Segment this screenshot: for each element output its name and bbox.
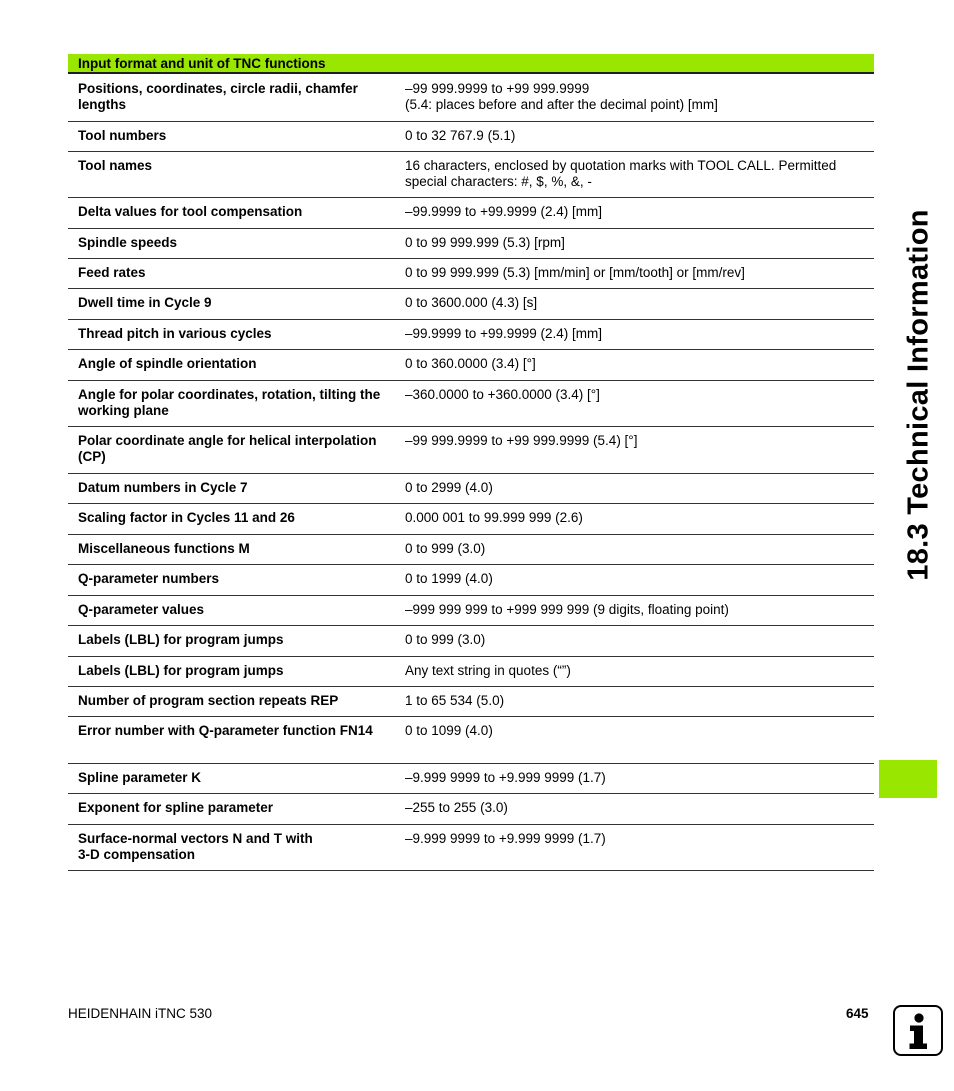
table-row bbox=[68, 596, 874, 626]
table-row bbox=[68, 657, 874, 687]
row-value: –99.9999 to +99.9999 (2.4) [mm] bbox=[405, 326, 603, 341]
table-row bbox=[68, 350, 874, 381]
row-value: 0 to 99 999.999 (5.3) [mm/min] or [mm/tooth] or [mm/rev] bbox=[405, 265, 745, 280]
row-value: 0 to 3600.000 (4.3) [s] bbox=[405, 295, 538, 310]
row-label: Thread pitch in various cycles bbox=[78, 326, 272, 341]
row-label: Miscellaneous functions M bbox=[78, 541, 250, 556]
row-label: Q-parameter values bbox=[78, 602, 205, 617]
row-label: Exponent for spline parameter bbox=[78, 800, 274, 815]
row-value: 0 to 360.0000 (3.4) [°] bbox=[405, 356, 536, 371]
row-label: Error number with Q-parameter function FN14 bbox=[78, 723, 373, 738]
row-value: –99 999.9999 to +99 999.9999 (5.4) [°] bbox=[405, 433, 638, 448]
table-row bbox=[68, 289, 874, 320]
row-value: 0 to 2999 (4.0) bbox=[405, 480, 493, 495]
row-label: Spline parameter K bbox=[78, 770, 202, 785]
row-label: Scaling factor in Cycles 11 and 26 bbox=[78, 510, 295, 525]
row-label: Polar coordinate angle for helical interpolation (CP) bbox=[78, 433, 377, 464]
row-value: –360.0000 to +360.0000 (3.4) [°] bbox=[405, 387, 600, 402]
table-row bbox=[68, 825, 874, 871]
row-value: –9.999 9999 to +9.999 9999 (1.7) bbox=[405, 770, 606, 785]
row-label: Surface-normal vectors N and T with 3-D compensation bbox=[78, 831, 313, 862]
table-row bbox=[68, 152, 874, 198]
row-value: 0 to 99 999.999 (5.3) [rpm] bbox=[405, 235, 565, 250]
row-value: –999 999 999 to +999 999 999 (9 digits, floating point) bbox=[405, 602, 729, 617]
table-row bbox=[68, 381, 874, 427]
table-row bbox=[68, 794, 874, 825]
table-row bbox=[68, 626, 874, 657]
table-row bbox=[68, 229, 874, 259]
row-value: –99 999.9999 to +99 999.9999 (5.4: places before and after the decimal point) [mm] bbox=[405, 81, 718, 112]
table-row bbox=[68, 687, 874, 717]
footer-manual-name: HEIDENHAIN iTNC 530 bbox=[68, 1006, 213, 1021]
row-value: Any text string in quotes (“”) bbox=[405, 663, 571, 678]
table-row bbox=[68, 320, 874, 350]
page-number: 645 bbox=[846, 1006, 869, 1021]
row-value: –255 to 255 (3.0) bbox=[405, 800, 508, 815]
row-label: Positions, coordinates, circle radii, chamfer lengths bbox=[78, 81, 358, 112]
row-label: Angle for polar coordinates, rotation, tilting the working plane bbox=[78, 387, 381, 418]
row-label: Q-parameter numbers bbox=[78, 571, 220, 586]
row-label: Delta values for tool compensation bbox=[78, 204, 303, 219]
row-value: 0.000 001 to 99.999 999 (2.6) bbox=[405, 510, 583, 525]
table-row bbox=[68, 198, 874, 229]
row-label: Feed rates bbox=[78, 265, 146, 280]
row-label: Labels (LBL) for program jumps bbox=[78, 663, 284, 678]
row-label: Dwell time in Cycle 9 bbox=[78, 295, 212, 310]
table-row bbox=[68, 259, 874, 289]
row-value: 16 characters, enclosed by quotation marks with TOOL CALL. Permitted special characters: #, $, %, &, - bbox=[405, 158, 837, 189]
section-title-text: 18.3 Technical Information bbox=[902, 209, 935, 581]
row-value: –99.9999 to +99.9999 (2.4) [mm] bbox=[405, 204, 603, 219]
row-value: 0 to 999 (3.0) bbox=[405, 632, 486, 647]
table-row bbox=[68, 504, 874, 535]
row-label: Tool names bbox=[78, 158, 153, 173]
table-header bbox=[68, 54, 874, 74]
row-label: Tool numbers bbox=[78, 128, 167, 143]
row-label: Spindle speeds bbox=[78, 235, 178, 250]
row-value: 0 to 1099 (4.0) bbox=[405, 723, 493, 738]
table-row bbox=[68, 764, 874, 794]
info-icon bbox=[893, 1005, 943, 1056]
row-label: Datum numbers in Cycle 7 bbox=[78, 480, 248, 495]
row-value: 0 to 1999 (4.0) bbox=[405, 571, 493, 586]
table-row bbox=[68, 75, 874, 122]
table-title: Input format and unit of TNC functions bbox=[78, 56, 326, 71]
spec-table bbox=[68, 75, 874, 871]
row-value: –9.999 9999 to +9.999 9999 (1.7) bbox=[405, 831, 606, 846]
row-label: Labels (LBL) for program jumps bbox=[78, 632, 284, 647]
table-row bbox=[68, 427, 874, 474]
table-row bbox=[68, 122, 874, 152]
info-icon-glyph bbox=[895, 1007, 941, 1054]
table-row bbox=[68, 565, 874, 596]
chapter-tab-marker bbox=[879, 760, 937, 798]
row-label: Angle of spindle orientation bbox=[78, 356, 257, 371]
row-value: 0 to 32 767.9 (5.1) bbox=[405, 128, 516, 143]
table-row bbox=[68, 717, 874, 764]
row-value: 0 to 999 (3.0) bbox=[405, 541, 486, 556]
row-label: Number of program section repeats REP bbox=[78, 693, 339, 708]
table-row bbox=[68, 474, 874, 504]
row-value: 1 to 65 534 (5.0) bbox=[405, 693, 505, 708]
table-row bbox=[68, 535, 874, 565]
section-side-title bbox=[903, 54, 935, 736]
